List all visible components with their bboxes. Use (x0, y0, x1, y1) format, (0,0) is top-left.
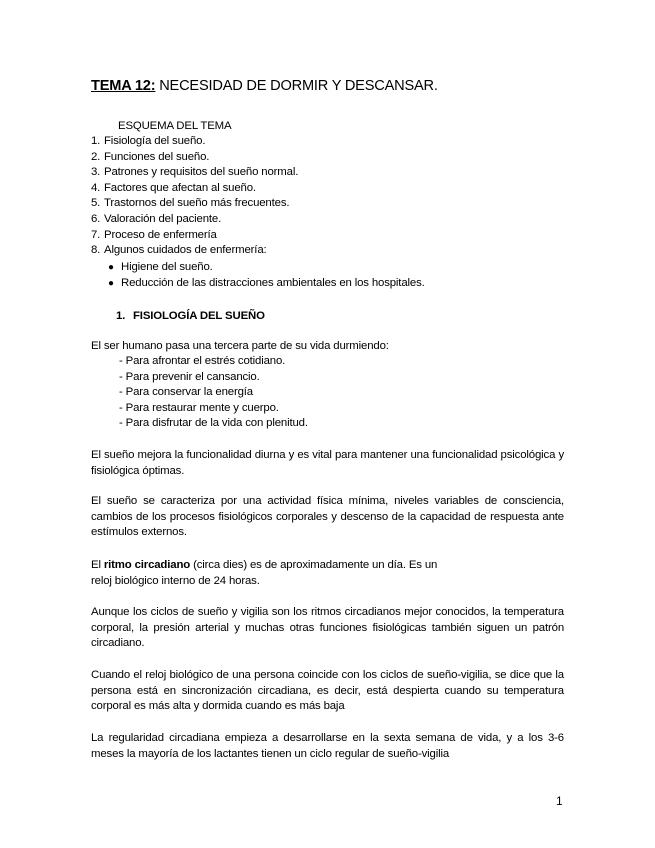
sublist-item: ● Reducción de las distracciones ambientales en los hospitales. (108, 276, 425, 292)
paragraph: El sueño mejora la funcionalidad diurna y es vital para mantener una funcionalidad psicológica y fisiológica óptimas. (91, 449, 564, 477)
list-item: 6. Valoración del paciente. (91, 212, 222, 225)
title-text: NECESIDAD DE DORMIR Y DESCANSAR. (155, 78, 438, 94)
scheme-sublist (108, 260, 425, 291)
paragraph-circadian-line2: reloj biológico interno de 24 horas. (91, 575, 260, 587)
list-item: 4. Factores que afectan al sueño. (91, 181, 256, 194)
list-item: - Para restaurar mente y cuerpo. (119, 401, 279, 414)
list-item: 7. Proceso de enfermería (91, 228, 217, 241)
list-item: - Para afrontar el estrés cotidiano. (119, 355, 286, 367)
bold-term: ritmo circadiano (103, 559, 191, 571)
scheme-list (91, 134, 298, 259)
paragraph: Aunque los ciclos de sueño y vigilia son los ritmos circadianos mejor conocidos, la temperatura corporal, la presión arterial y muchas otras funciones fisiológicas también siguen un patrón circadiano. (91, 606, 564, 650)
paragraph: La regularidad circadiana empieza a desarrollarse en la sexta semana de vida, y a los 3-6 meses la mayoría de los lactantes tienen un ciclo regular de sueño-vigilia (91, 732, 564, 760)
list-item: 3. Patrones y requisitos del sueño normal. (91, 166, 299, 179)
list-item: - Para prevenir el cansancio. (119, 370, 260, 383)
list-item: 5. Trastornos del sueño más frecuentes. (91, 197, 290, 210)
section-heading: 1. FISIOLOGÍA DEL SUEÑO (116, 310, 265, 322)
sublist-item: ● Higiene del sueño. (108, 260, 425, 276)
paragraph-circadian-line1: El ritmo circadiano (circa dies) es de aproximadamente un día. Es un (91, 559, 438, 571)
list-item: 1. Fisiología del sueño. (91, 135, 206, 147)
paragraph: Cuando el reloj biológico de una persona coincide con los ciclos de sueño-vigilia, se dice que la persona está en sincronización circadiana, es decir, está despierta cuando su temperatura corporal es más alta y dormida cuando es más baja (91, 669, 564, 713)
paragraph: El sueño se caracteriza por una actividad física mínima, niveles variables de consciencia, cambios de los procesos fisiológicos corporales y descenso de la capacidad de respuesta ante estímulos externos. (91, 495, 564, 539)
list-item: - Para disfrutar de la vida con plenitud. (119, 417, 308, 430)
list-item: - Para conservar la energía (119, 386, 253, 399)
page-number: 1 (556, 794, 563, 808)
intro-text: El ser humano pasa una tercera parte de su vida durmiendo: (91, 340, 389, 352)
bullet-icon: ● (108, 262, 114, 273)
page-title (91, 78, 438, 94)
reasons-list (119, 354, 308, 432)
list-item: 2. Funciones del sueño. (91, 150, 210, 163)
list-item: 8. Algunos cuidados de enfermería: (91, 244, 267, 257)
scheme-heading: ESQUEMA DEL TEMA (118, 120, 232, 132)
bullet-icon: ● (108, 277, 114, 289)
title-label: TEMA 12: (91, 78, 156, 94)
